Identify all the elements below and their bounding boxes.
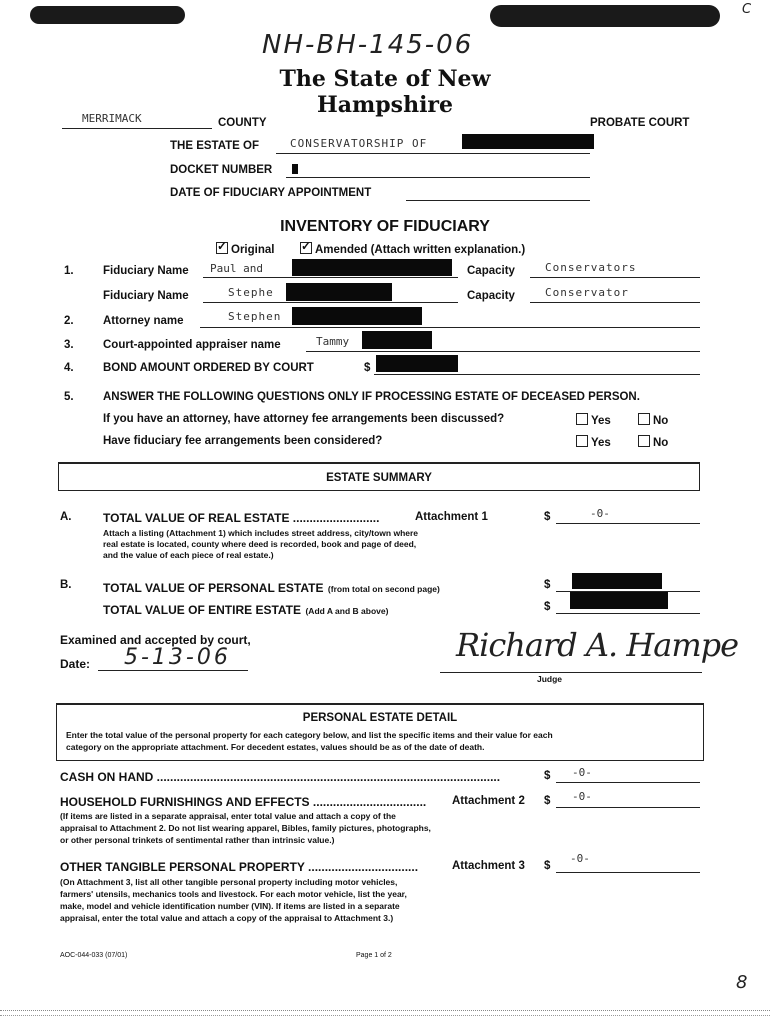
q5-heading: ANSWER THE FOLLOWING QUESTIONS ONLY IF PROCESSING ESTATE OF DECEASED PERSON. (103, 391, 640, 403)
fiduciary2-line (203, 302, 458, 303)
fiduciary-label-1: Fiduciary Name (103, 265, 189, 277)
county-value: MERRIMACK (82, 112, 142, 125)
fiduciary1-value: Paul and (210, 262, 263, 275)
redaction-fiduciary2 (286, 283, 392, 301)
fiduciary-label-2: Fiduciary Name (103, 290, 189, 302)
attorney-value: Stephen (228, 310, 282, 323)
q5a-yes-checkbox[interactable] (576, 413, 588, 425)
corner-mark: C (742, 2, 752, 17)
capacity-label-1: Capacity (467, 265, 515, 277)
summary-c-dollar: $ (544, 601, 551, 613)
other-note-4: appraisal, enter the total value and attach a copy of the appraisal to Attachment 3.) (60, 913, 394, 923)
redaction-appraiser (362, 331, 432, 349)
personal-detail-intro-2: category on the appropriate attachment. For decedent estates, values should be as of the date of death. (66, 742, 485, 752)
item-number-4: 4. (64, 362, 74, 374)
redaction-estate (462, 134, 594, 149)
capacity1-value: Conservators (545, 261, 637, 274)
attorney-label: Attorney name (103, 315, 184, 327)
original-checkbox[interactable] (216, 242, 228, 254)
item-number-2: 2. (64, 315, 74, 327)
form-title: INVENTORY OF FIDUCIARY (280, 218, 490, 235)
capacity2-line (530, 302, 700, 303)
redaction-attorney (292, 307, 422, 325)
summary-c-note: (Add A and B above) (305, 606, 389, 616)
cash-label: CASH ON HAND ....................................................................................................... (60, 770, 501, 784)
estate-line (276, 153, 590, 154)
amended-checkbox[interactable] (300, 242, 312, 254)
appointment-label: DATE OF FIDUCIARY APPOINTMENT (170, 187, 372, 199)
state-title: The State of New Hampshire (279, 66, 491, 118)
q5b-yes-label: Yes (591, 437, 611, 449)
summary-a-label: TOTAL VALUE OF REAL ESTATE .......................... (103, 511, 380, 525)
county-label: COUNTY (218, 117, 267, 129)
summary-c-line (556, 613, 700, 614)
other-attach: Attachment 3 (452, 860, 525, 872)
household-note-1: (If items are listed in a separate appraisal, enter total value and attach a copy of the (60, 811, 396, 821)
original-label: Original (231, 244, 275, 256)
scan-smudge-right (490, 5, 720, 27)
capacity2-value: Conservator (545, 286, 629, 299)
date-label: Date: (60, 657, 91, 671)
q5a-text: If you have an attorney, have attorney fee arrangements been discussed? (103, 413, 505, 425)
household-line (556, 807, 700, 808)
summary-b-note: (from total on second page) (327, 584, 440, 594)
county-line (62, 128, 212, 129)
q5a-yes (576, 413, 611, 427)
cash-line (556, 782, 700, 783)
household-label: HOUSEHOLD FURNISHINGS AND EFFECTS .................................. (60, 795, 427, 809)
amended-option (300, 242, 525, 256)
redaction-summary-c (570, 592, 668, 609)
judge-label: Judge (537, 674, 563, 684)
fiduciary2-value: Stephe (228, 286, 274, 299)
date-value: 5-13-06 (124, 645, 231, 670)
form-code: AOC-044-033 (07/01) (60, 952, 128, 959)
household-dollar: $ (544, 795, 551, 807)
fiduciary1-line (203, 277, 458, 278)
appointment-line (406, 200, 590, 201)
other-note-2: farmers' utensils, mechanics tools and livestock. For each motor vehicle, list the year, (60, 889, 407, 899)
redaction-summary-b (572, 573, 662, 589)
summary-a-note-3: and the value of each piece of real estate.) (103, 550, 274, 560)
summary-a-line (556, 523, 700, 524)
estate-value: CONSERVATORSHIP OF (290, 137, 428, 150)
other-note-3: make, model and vehicle identification number (VIN). If items are listed in a separate (60, 901, 400, 911)
appraiser-line (306, 351, 700, 352)
estate-summary-title: ESTATE SUMMARY (326, 472, 432, 484)
page-mark: 8 (736, 972, 748, 993)
summary-a-dollar: $ (544, 511, 551, 523)
item-number-5: 5. (64, 391, 74, 403)
household-attach: Attachment 2 (452, 795, 525, 807)
cash-value: -0- (572, 766, 592, 779)
other-value: -0- (570, 852, 590, 865)
q5b-no (638, 435, 668, 449)
summary-b-letter: B. (60, 579, 72, 591)
judge-line (440, 672, 702, 673)
capacity1-line (530, 277, 700, 278)
redaction-docket (292, 164, 298, 174)
bond-label: BOND AMOUNT ORDERED BY COURT (103, 362, 314, 374)
scan-smudge-left (30, 6, 185, 24)
q5a-yes-label: Yes (591, 415, 611, 427)
summary-b-dollar: $ (544, 579, 551, 591)
item-number-3: 3. (64, 339, 74, 351)
summary-a-note-1: Attach a listing (Attachment 1) which includes street address, city/town where (103, 528, 419, 538)
page-number: Page 1 of 2 (356, 952, 392, 959)
household-value: -0- (572, 790, 592, 803)
redaction-fiduciary1 (292, 259, 452, 276)
scan-noise-bottom (0, 1010, 770, 1016)
summary-a-attach: Attachment 1 (415, 511, 488, 523)
capacity-label-2: Capacity (467, 290, 515, 302)
redaction-bond (376, 355, 458, 372)
docket-line (286, 177, 590, 178)
q5a-no-checkbox[interactable] (638, 413, 650, 425)
appraiser-value: Tammy (316, 335, 350, 348)
docket-label: DOCKET NUMBER (170, 164, 273, 176)
estate-label: THE ESTATE OF (170, 140, 260, 152)
bond-dollar: $ (364, 362, 371, 374)
summary-c-label: TOTAL VALUE OF ENTIRE ESTATE (103, 603, 302, 617)
q5b-yes-checkbox[interactable] (576, 435, 588, 447)
personal-detail-intro-1: Enter the total value of the personal property for each category below, and list the specific items and their value for each (66, 730, 553, 740)
item-number-1: 1. (64, 265, 74, 277)
judge-signature: Richard A. Hampe (456, 626, 739, 664)
summary-b-row (103, 579, 440, 597)
household-note-3: or other personal trinkets of sentimental rather than intrinsic value.) (60, 835, 335, 845)
amended-label: Amended (Attach written explanation.) (315, 244, 526, 256)
cash-dollar: $ (544, 770, 551, 782)
q5b-text: Have fiduciary fee arrangements been considered? (103, 435, 383, 447)
original-option (216, 242, 274, 256)
q5b-no-label: No (653, 437, 669, 449)
q5a-no (638, 413, 668, 427)
attorney-line (200, 327, 700, 328)
q5b-no-checkbox[interactable] (638, 435, 650, 447)
handwritten-id: NH-BH-145-06 (262, 30, 474, 60)
other-note-1: (On Attachment 3, list all other tangible personal property including motor vehicles, (60, 877, 398, 887)
examined-text: Examined and accepted by court, (60, 633, 251, 647)
other-dollar: $ (544, 860, 551, 872)
q5a-no-label: No (653, 415, 669, 427)
summary-a-value: -0- (590, 507, 610, 520)
summary-a-letter: A. (60, 511, 72, 523)
personal-detail-title: PERSONAL ESTATE DETAIL (302, 712, 458, 724)
bond-line (374, 374, 700, 375)
appraiser-label: Court-appointed appraiser name (103, 339, 281, 351)
q5b-yes (576, 435, 611, 449)
court-label: PROBATE COURT (590, 117, 690, 129)
other-line (556, 872, 700, 873)
other-label: OTHER TANGIBLE PERSONAL PROPERTY ................................. (60, 860, 419, 874)
summary-b-label: TOTAL VALUE OF PERSONAL ESTATE (103, 581, 324, 595)
household-note-2: appraisal to Attachment 2. Do not list wearing apparel, Bibles, family pictures, photographs, (60, 823, 431, 833)
summary-a-note-2: real estate is located, county where deed is recorded, book and page of deed, (103, 539, 417, 549)
date-line (98, 670, 248, 671)
summary-c-row (103, 601, 388, 619)
